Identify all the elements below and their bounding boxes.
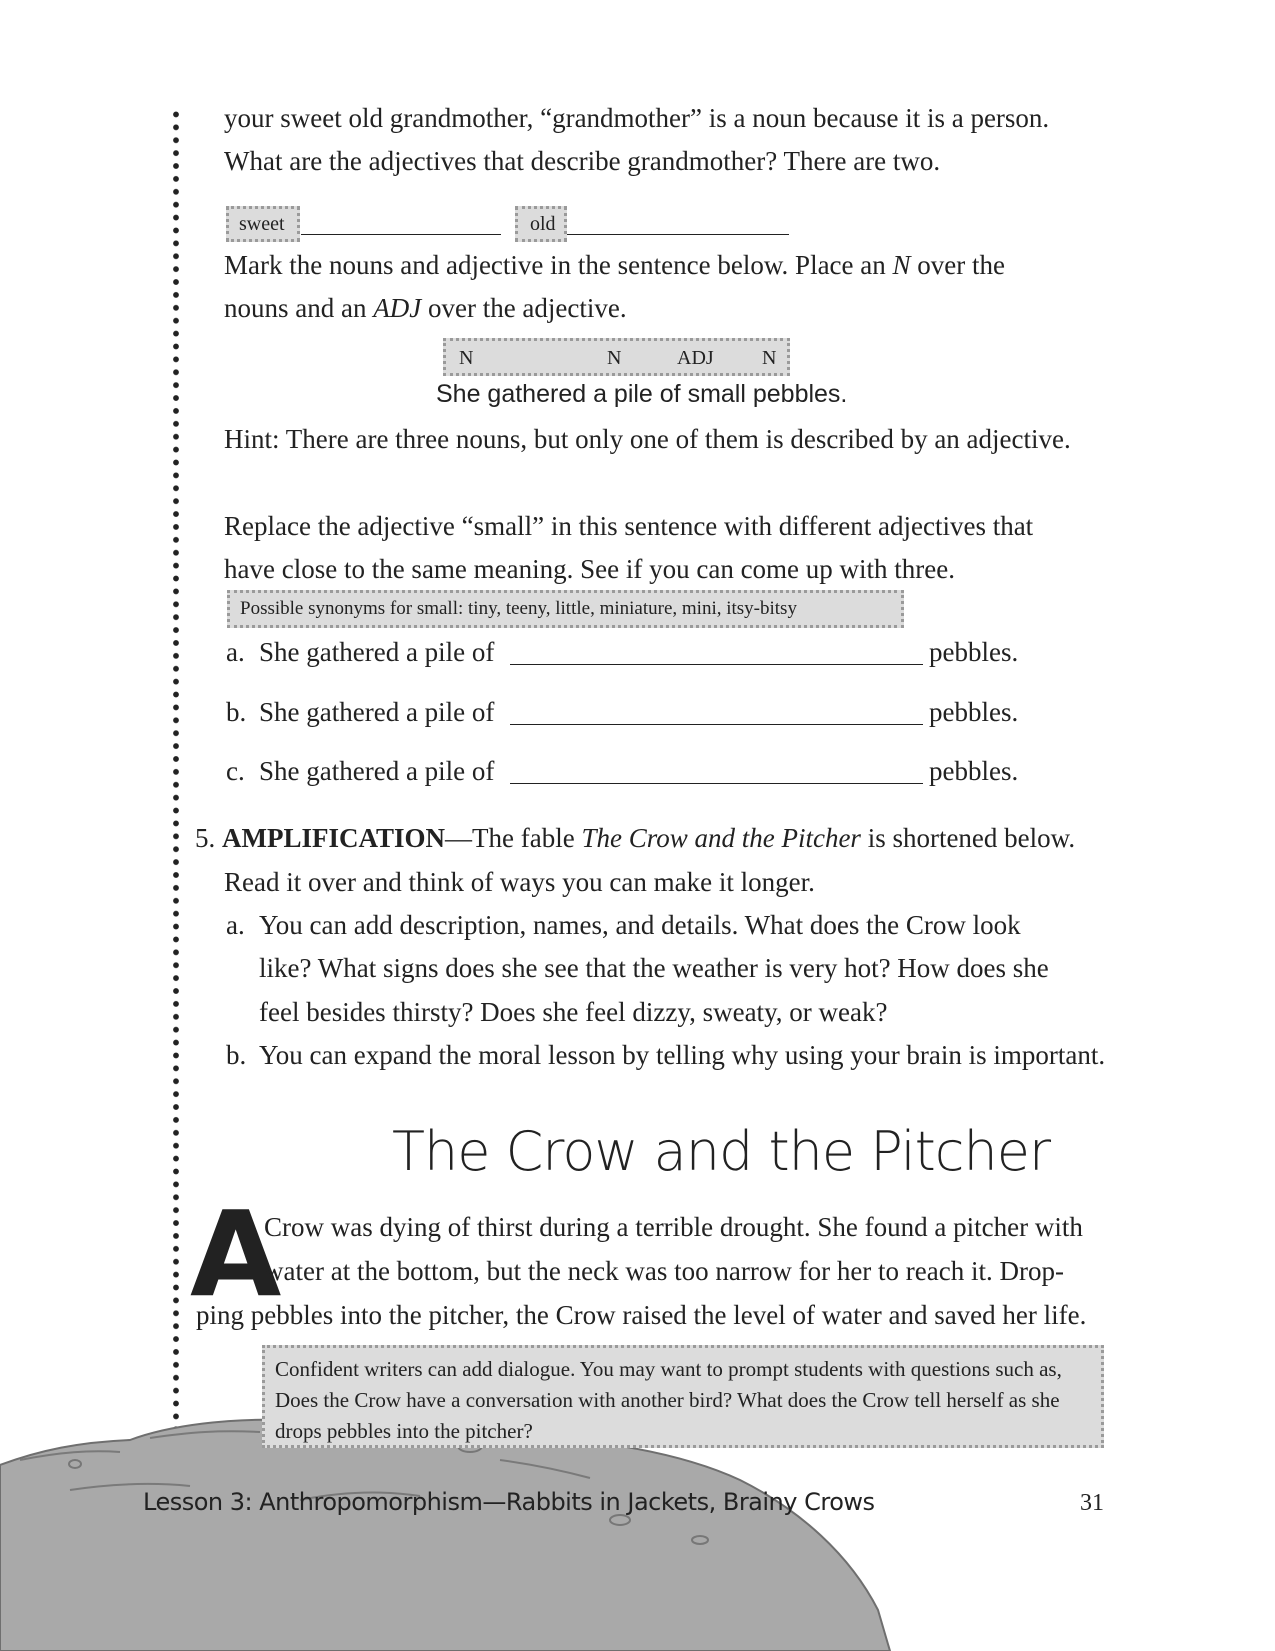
fable-line-2: water at the bottom, but the neck was too narrow for her to reach it. Drop- — [264, 1256, 1064, 1286]
replace-instruction-2: have close to the same meaning. See if you can come up with three. — [224, 554, 956, 584]
fill-item-b-end: pebbles. — [929, 697, 1019, 727]
section-5-heading-line: 5. AMPLIFICATION—The fable The Crow and the Pitcher is shortened below. — [195, 823, 1076, 853]
fill-item-c-letter: c. — [226, 756, 245, 786]
section-5-a-letter: a. — [226, 910, 245, 940]
answer-sweet: sweet — [226, 206, 300, 242]
fill-item-a-text: She gathered a pile of — [259, 637, 495, 667]
drop-cap: A — [190, 1185, 282, 1323]
replace-instruction-1: Replace the adjective “small” in this sentence with different adjectives that — [224, 511, 1034, 541]
teacher-note-line-3: drops pebbles into the pitcher? — [275, 1419, 533, 1443]
mark-instruction-2: nouns and an ADJ over the adjective. — [224, 293, 627, 323]
answer-old: old — [515, 206, 567, 242]
intro-line-1: your sweet old grandmother, “grandmother” is a noun because it is a person. — [224, 103, 1050, 133]
fill-item-a-end: pebbles. — [929, 637, 1019, 667]
fill-item-c-text: She gathered a pile of — [259, 756, 495, 786]
fable-title: The Crow and the Pitcher — [392, 1120, 1051, 1183]
fill-item-b-letter: b. — [226, 697, 247, 727]
left-dotted-rule — [172, 108, 180, 1433]
ground-shape — [0, 1416, 890, 1651]
fill-item-c-end: pebbles. — [929, 756, 1019, 786]
label-adjective: ADJ — [677, 347, 714, 369]
label-noun-3: N — [762, 347, 777, 369]
fable-line-1: Crow was dying of thirst during a terrible drought. She found a pitcher with — [264, 1212, 1083, 1242]
intro-line-2: What are the adjectives that describe grandmother? There are two. — [224, 146, 941, 176]
section-5-b-line: You can expand the moral lesson by telling why using your brain is important. — [259, 1040, 1106, 1070]
fable-line-3: ping pebbles into the pitcher, the Crow raised the level of water and saved her life. — [196, 1300, 1087, 1330]
section-5-a-line-2: like? What signs does she see that the weather is very hot? How does she — [259, 953, 1049, 983]
fill-blank-b[interactable] — [510, 724, 923, 725]
section-5-b-letter: b. — [226, 1040, 247, 1070]
part-of-speech-labels — [443, 338, 790, 376]
example-sentence: She gathered a pile of small pebbles. — [436, 380, 848, 408]
page-number: 31 — [1080, 1490, 1104, 1516]
synonyms-note: Possible synonyms for small: tiny, teeny, little, miniature, mini, itsy-bitsy — [227, 590, 904, 628]
hint-text: Hint: There are three nouns, but only one of them is described by an adjective. — [224, 424, 1071, 454]
footer-lesson-title: Lesson 3: Anthropomorphism—Rabbits in Jackets, Brainy Crows — [143, 1488, 875, 1516]
section-5-a-line-1: You can add description, names, and details. What does the Crow look — [259, 910, 1021, 940]
teacher-note — [262, 1345, 1104, 1448]
label-noun-1: N — [459, 347, 474, 369]
answer-blank-1[interactable] — [301, 234, 501, 235]
teacher-note-line-2: Does the Crow have a conversation with another bird? What does the Crow tell herself as she — [275, 1388, 1060, 1412]
teacher-note-line-1: Confident writers can add dialogue. You may want to prompt students with questions such as, — [275, 1357, 1062, 1381]
fill-blank-c[interactable] — [510, 783, 923, 784]
fill-item-a-letter: a. — [226, 637, 245, 667]
section-5-a-line-3: feel besides thirsty? Does she feel dizzy, sweaty, or weak? — [259, 997, 888, 1027]
mark-instruction-1: Mark the nouns and adjective in the sentence below. Place an N over the — [224, 250, 1005, 280]
answer-blank-2[interactable] — [567, 234, 789, 235]
label-noun-2: N — [607, 347, 622, 369]
section-5-line-2: Read it over and think of ways you can make it longer. — [224, 867, 815, 897]
fill-blank-a[interactable] — [510, 664, 923, 665]
fill-item-b-text: She gathered a pile of — [259, 697, 495, 727]
